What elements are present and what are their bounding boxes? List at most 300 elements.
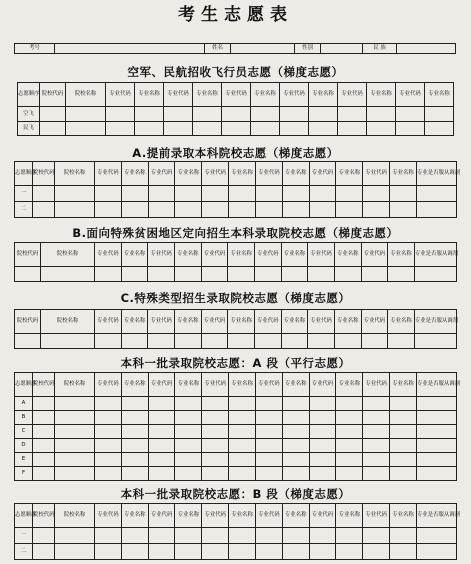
major-code-cell[interactable] xyxy=(254,267,281,282)
major-code-cell[interactable] xyxy=(201,267,228,282)
major-name-cell[interactable] xyxy=(251,107,280,121)
pilot-table xyxy=(17,82,454,136)
school-name-header: 院校名称 xyxy=(55,504,95,528)
major-name-cell[interactable] xyxy=(336,186,363,202)
major-name-header: 专业名称 xyxy=(390,504,417,528)
row-order-label: 一 xyxy=(15,186,33,202)
major-code-header: 专业代码 xyxy=(309,162,336,186)
major-code-cell[interactable] xyxy=(255,425,282,439)
major-code-cell[interactable] xyxy=(363,397,390,411)
major-name-header: 专业名称 xyxy=(229,162,256,186)
major-code-cell[interactable] xyxy=(148,411,175,425)
school-code-cell[interactable] xyxy=(33,544,55,560)
school-code-header: 院校代码 xyxy=(33,373,55,397)
adjust-cell[interactable] xyxy=(416,202,456,218)
major-code-cell[interactable] xyxy=(148,453,175,467)
major-code-cell[interactable] xyxy=(255,439,282,453)
major-code-cell[interactable] xyxy=(255,544,282,560)
adjust-cell[interactable] xyxy=(416,544,456,560)
school-code-header: 院校代码 xyxy=(15,310,41,334)
school-name-cell[interactable] xyxy=(55,397,95,411)
table-row xyxy=(15,334,457,349)
major-code-header: 专业代码 xyxy=(255,504,282,528)
major-name-cell[interactable] xyxy=(282,411,309,425)
school-name-cell[interactable] xyxy=(55,439,95,453)
major-name-header: 专业名称 xyxy=(228,310,255,334)
major-code-cell[interactable] xyxy=(95,267,122,282)
ethnicity-field[interactable] xyxy=(397,44,456,54)
major-name-cell[interactable] xyxy=(282,202,309,218)
school-name-cell[interactable] xyxy=(55,467,95,481)
major-code-cell[interactable] xyxy=(202,467,229,481)
major-code-header: 专业代码 xyxy=(201,243,228,267)
major-name-cell[interactable] xyxy=(229,453,256,467)
adjust-cell[interactable] xyxy=(416,467,456,481)
row-order-label: 一 xyxy=(15,528,33,544)
major-name-header: 专业名称 xyxy=(309,83,338,107)
major-name-cell[interactable] xyxy=(229,186,256,202)
major-name-cell[interactable] xyxy=(229,411,256,425)
adjust-cell[interactable] xyxy=(414,334,456,349)
major-name-header: 专业名称 xyxy=(228,243,255,267)
major-name-cell[interactable] xyxy=(121,439,148,453)
major-code-cell[interactable] xyxy=(254,334,281,349)
major-name-cell[interactable] xyxy=(281,334,308,349)
major-name-cell[interactable] xyxy=(121,425,148,439)
major-name-cell[interactable] xyxy=(229,425,256,439)
major-code-cell[interactable] xyxy=(255,411,282,425)
school-code-cell[interactable] xyxy=(33,453,55,467)
major-name-header: 专业名称 xyxy=(390,162,417,186)
major-name-cell[interactable] xyxy=(367,107,396,121)
school-code-cell[interactable] xyxy=(15,267,41,282)
major-code-cell[interactable] xyxy=(95,202,122,218)
school-name-cell[interactable] xyxy=(55,425,95,439)
adjust-cell[interactable] xyxy=(416,425,456,439)
major-name-cell[interactable] xyxy=(390,411,417,425)
major-code-cell[interactable] xyxy=(255,397,282,411)
ethnicity-label: 民 族 xyxy=(363,44,397,54)
adjust-cell[interactable] xyxy=(416,453,456,467)
major-code-cell[interactable] xyxy=(309,397,336,411)
school-name-header: 院校名称 xyxy=(41,310,95,334)
major-code-cell[interactable] xyxy=(202,528,229,544)
major-name-cell[interactable] xyxy=(390,528,417,544)
major-code-cell[interactable] xyxy=(148,528,175,544)
major-name-cell[interactable] xyxy=(390,544,417,560)
major-code-header: 专业代码 xyxy=(309,504,336,528)
major-code-cell[interactable] xyxy=(309,467,336,481)
major-name-cell[interactable] xyxy=(425,121,454,135)
major-name-cell[interactable] xyxy=(336,453,363,467)
school-name-cell[interactable] xyxy=(55,202,95,218)
major-name-cell[interactable] xyxy=(336,544,363,560)
gender-field[interactable] xyxy=(321,44,363,54)
major-code-cell[interactable] xyxy=(363,528,390,544)
major-code-cell[interactable] xyxy=(95,425,122,439)
major-code-cell[interactable] xyxy=(280,107,309,121)
major-code-cell[interactable] xyxy=(309,453,336,467)
school-code-cell[interactable] xyxy=(33,411,55,425)
major-name-cell[interactable] xyxy=(390,202,417,218)
adjust-cell[interactable] xyxy=(414,267,456,282)
major-code-cell[interactable] xyxy=(202,397,229,411)
major-code-cell[interactable] xyxy=(202,544,229,560)
major-name-cell[interactable] xyxy=(174,267,201,282)
major-code-cell[interactable] xyxy=(280,121,309,135)
major-code-cell[interactable] xyxy=(338,107,367,121)
major-name-cell[interactable] xyxy=(229,528,256,544)
adjust-cell[interactable] xyxy=(416,397,456,411)
major-code-cell[interactable] xyxy=(363,202,390,218)
major-name-header: 专业名称 xyxy=(336,504,363,528)
major-name-cell[interactable] xyxy=(251,121,280,135)
major-name-cell[interactable] xyxy=(336,439,363,453)
major-name-cell[interactable] xyxy=(388,334,415,349)
major-code-cell[interactable] xyxy=(309,425,336,439)
major-name-header: 专业名称 xyxy=(388,243,415,267)
major-name-cell[interactable] xyxy=(135,107,164,121)
major-code-cell[interactable] xyxy=(309,411,336,425)
major-name-header: 专业名称 xyxy=(334,310,361,334)
major-code-cell[interactable] xyxy=(202,439,229,453)
major-name-cell[interactable] xyxy=(282,544,309,560)
major-name-cell[interactable] xyxy=(281,267,308,282)
school-name-cell[interactable] xyxy=(55,453,95,467)
major-name-cell[interactable] xyxy=(135,121,164,135)
major-code-cell[interactable] xyxy=(202,425,229,439)
major-name-cell[interactable] xyxy=(121,411,148,425)
major-name-header: 专业名称 xyxy=(174,310,201,334)
table-row xyxy=(18,121,454,135)
major-code-cell[interactable] xyxy=(95,334,122,349)
major-name-cell[interactable] xyxy=(174,334,201,349)
name-field[interactable] xyxy=(231,44,295,54)
major-code-header: 专业代码 xyxy=(308,310,335,334)
major-name-header: 专业名称 xyxy=(229,504,256,528)
major-code-cell[interactable] xyxy=(148,544,175,560)
school-code-cell[interactable] xyxy=(33,425,55,439)
school-code-cell[interactable] xyxy=(33,186,55,202)
major-name-cell[interactable] xyxy=(229,467,256,481)
major-code-header: 专业代码 xyxy=(202,373,229,397)
major-code-cell[interactable] xyxy=(396,121,425,135)
row-order-label: E xyxy=(15,453,33,467)
school-name-cell[interactable] xyxy=(66,107,106,121)
major-code-cell[interactable] xyxy=(309,186,336,202)
major-code-cell[interactable] xyxy=(255,453,282,467)
major-code-cell[interactable] xyxy=(95,439,122,453)
major-name-cell[interactable] xyxy=(193,107,222,121)
batch1-b-table xyxy=(14,503,461,560)
school-name-cell[interactable] xyxy=(55,186,95,202)
adjust-cell[interactable] xyxy=(416,411,456,425)
major-code-cell[interactable] xyxy=(255,202,282,218)
school-name-cell[interactable] xyxy=(55,544,95,560)
school-code-cell[interactable] xyxy=(40,107,66,121)
major-name-cell[interactable] xyxy=(425,107,454,121)
major-code-cell[interactable] xyxy=(308,267,335,282)
major-code-cell[interactable] xyxy=(202,453,229,467)
major-name-cell[interactable] xyxy=(282,425,309,439)
school-name-cell[interactable] xyxy=(55,411,95,425)
major-name-cell[interactable] xyxy=(336,425,363,439)
school-code-cell[interactable] xyxy=(15,334,41,349)
major-name-cell[interactable] xyxy=(282,528,309,544)
major-name-cell[interactable] xyxy=(336,202,363,218)
major-code-cell[interactable] xyxy=(95,453,122,467)
major-code-header: 专业代码 xyxy=(363,373,390,397)
section-a-table xyxy=(14,161,461,218)
major-code-header: 专业代码 xyxy=(254,310,281,334)
major-code-header: 专业代码 xyxy=(95,243,122,267)
row-order-label: C xyxy=(15,425,33,439)
major-name-cell[interactable] xyxy=(367,121,396,135)
school-code-cell[interactable] xyxy=(40,121,66,135)
adjust-header: 专业是否服从调剂 xyxy=(416,373,456,397)
major-code-cell[interactable] xyxy=(309,528,336,544)
major-name-cell[interactable] xyxy=(229,544,256,560)
major-code-cell[interactable] xyxy=(95,544,122,560)
major-code-cell[interactable] xyxy=(396,107,425,121)
major-code-cell[interactable] xyxy=(222,107,251,121)
row-order-label: B xyxy=(15,411,33,425)
major-name-cell[interactable] xyxy=(175,528,202,544)
major-name-cell[interactable] xyxy=(282,467,309,481)
major-name-cell[interactable] xyxy=(121,186,148,202)
major-code-cell[interactable] xyxy=(308,334,335,349)
table-row xyxy=(15,397,457,411)
major-name-cell[interactable] xyxy=(282,453,309,467)
order-header: 志愿顺序 xyxy=(15,162,33,186)
major-name-header: 专业名称 xyxy=(336,162,363,186)
major-name-cell[interactable] xyxy=(336,411,363,425)
major-name-cell[interactable] xyxy=(121,528,148,544)
major-name-cell[interactable] xyxy=(229,397,256,411)
table-row xyxy=(15,186,457,202)
school-code-cell[interactable] xyxy=(33,397,55,411)
major-code-cell[interactable] xyxy=(363,544,390,560)
major-code-cell[interactable] xyxy=(363,425,390,439)
major-name-cell[interactable] xyxy=(390,425,417,439)
major-code-cell[interactable] xyxy=(363,439,390,453)
major-name-header: 专业名称 xyxy=(388,310,415,334)
major-name-cell[interactable] xyxy=(175,439,202,453)
major-code-cell[interactable] xyxy=(148,397,175,411)
major-code-cell[interactable] xyxy=(309,544,336,560)
candidate-info-table xyxy=(14,43,456,54)
major-code-header: 专业代码 xyxy=(361,243,388,267)
major-code-cell[interactable] xyxy=(201,334,228,349)
major-name-cell[interactable] xyxy=(390,186,417,202)
row-order-label: F xyxy=(15,467,33,481)
major-code-cell[interactable] xyxy=(363,411,390,425)
major-code-cell[interactable] xyxy=(148,202,175,218)
school-code-header: 院校代码 xyxy=(40,83,66,107)
major-name-cell[interactable] xyxy=(121,467,148,481)
major-name-header: 专业名称 xyxy=(121,243,148,267)
adjust-cell[interactable] xyxy=(416,186,456,202)
major-name-cell[interactable] xyxy=(282,439,309,453)
major-name-cell[interactable] xyxy=(336,528,363,544)
major-code-cell[interactable] xyxy=(361,334,388,349)
major-name-cell[interactable] xyxy=(390,467,417,481)
school-name-header: 院校名称 xyxy=(66,83,106,107)
major-code-cell[interactable] xyxy=(255,528,282,544)
table-row xyxy=(15,202,457,218)
section-c-title: C.特殊类型招生录取院校志愿（梯度志愿） xyxy=(120,291,351,305)
major-code-cell[interactable] xyxy=(361,267,388,282)
major-name-cell[interactable] xyxy=(336,397,363,411)
major-name-header: 专业名称 xyxy=(281,310,308,334)
major-name-cell[interactable] xyxy=(309,121,338,135)
section-b-title: B.面向特殊贫困地区定向招生本科录取院校志愿（梯度志愿） xyxy=(72,226,399,240)
row-order-label: A xyxy=(15,397,33,411)
major-name-cell[interactable] xyxy=(121,453,148,467)
major-code-cell[interactable] xyxy=(338,121,367,135)
major-code-header: 专业代码 xyxy=(95,373,122,397)
table-row xyxy=(15,439,457,453)
school-name-cell[interactable] xyxy=(66,121,106,135)
major-name-cell[interactable] xyxy=(309,107,338,121)
major-code-cell[interactable] xyxy=(95,397,122,411)
table-row xyxy=(15,544,457,560)
major-code-header: 专业代码 xyxy=(396,83,425,107)
table-row xyxy=(15,528,457,544)
major-name-cell[interactable] xyxy=(228,334,255,349)
school-name-header: 院校名称 xyxy=(41,243,95,267)
major-code-cell[interactable] xyxy=(202,202,229,218)
adjust-cell[interactable] xyxy=(416,439,456,453)
major-name-cell[interactable] xyxy=(336,467,363,481)
row-order-label: 二 xyxy=(15,544,33,560)
major-name-cell[interactable] xyxy=(282,397,309,411)
row-order-label: 民飞 xyxy=(18,121,40,135)
major-name-cell[interactable] xyxy=(175,425,202,439)
major-code-cell[interactable] xyxy=(222,121,251,135)
major-code-cell[interactable] xyxy=(309,439,336,453)
major-code-cell[interactable] xyxy=(148,186,175,202)
major-code-cell[interactable] xyxy=(164,121,193,135)
major-code-cell[interactable] xyxy=(106,107,135,121)
major-code-header: 专业代码 xyxy=(280,83,309,107)
major-name-header: 专业名称 xyxy=(367,83,396,107)
major-code-cell[interactable] xyxy=(363,453,390,467)
major-name-cell[interactable] xyxy=(229,202,256,218)
major-name-cell[interactable] xyxy=(121,397,148,411)
school-code-cell[interactable] xyxy=(33,467,55,481)
major-code-header: 专业代码 xyxy=(254,243,281,267)
major-code-cell[interactable] xyxy=(148,425,175,439)
school-name-cell[interactable] xyxy=(55,528,95,544)
exam-no-field[interactable] xyxy=(55,44,205,54)
major-name-cell[interactable] xyxy=(388,267,415,282)
major-name-cell[interactable] xyxy=(282,186,309,202)
major-name-cell[interactable] xyxy=(390,439,417,453)
major-name-cell[interactable] xyxy=(175,467,202,481)
major-code-cell[interactable] xyxy=(363,467,390,481)
adjust-cell[interactable] xyxy=(416,528,456,544)
school-code-cell[interactable] xyxy=(33,202,55,218)
major-name-header: 专业名称 xyxy=(175,504,202,528)
major-code-cell[interactable] xyxy=(148,334,175,349)
school-name-cell[interactable] xyxy=(41,334,95,349)
major-name-header: 专业名称 xyxy=(282,373,309,397)
major-name-cell[interactable] xyxy=(121,267,148,282)
batch1-a-title: 本科一批录取院校志愿：A 段（平行志愿） xyxy=(120,356,351,370)
major-code-header: 专业代码 xyxy=(255,373,282,397)
major-name-cell[interactable] xyxy=(175,202,202,218)
major-name-cell[interactable] xyxy=(175,397,202,411)
pilot-section-title: 空军、民航招收飞行员志愿（梯度志愿） xyxy=(127,65,344,79)
major-code-cell[interactable] xyxy=(148,267,175,282)
major-code-header: 专业代码 xyxy=(338,83,367,107)
section-b-table xyxy=(14,242,457,282)
school-code-header: 院校代码 xyxy=(33,162,55,186)
page-title: 考生志愿表 xyxy=(178,5,293,25)
school-code-header: 院校代码 xyxy=(15,243,41,267)
major-code-cell[interactable] xyxy=(95,411,122,425)
table-row xyxy=(15,425,457,439)
major-name-cell[interactable] xyxy=(334,334,361,349)
major-name-cell[interactable] xyxy=(334,267,361,282)
section-a-title: A.提前录取本科院校志愿（梯度志愿） xyxy=(132,146,339,160)
major-code-cell[interactable] xyxy=(95,186,122,202)
major-name-cell[interactable] xyxy=(121,334,148,349)
major-name-header: 专业名称 xyxy=(390,373,417,397)
major-code-header: 专业代码 xyxy=(148,373,175,397)
major-name-header: 专业名称 xyxy=(336,373,363,397)
major-code-cell[interactable] xyxy=(95,528,122,544)
major-name-cell[interactable] xyxy=(175,186,202,202)
major-code-cell[interactable] xyxy=(309,202,336,218)
major-code-cell[interactable] xyxy=(255,186,282,202)
major-code-cell[interactable] xyxy=(106,121,135,135)
major-code-cell[interactable] xyxy=(255,467,282,481)
major-code-cell[interactable] xyxy=(363,186,390,202)
adjust-header: 专业是否服从调剂 xyxy=(416,162,456,186)
major-code-cell[interactable] xyxy=(148,467,175,481)
major-name-cell[interactable] xyxy=(228,267,255,282)
major-code-cell[interactable] xyxy=(95,467,122,481)
school-name-cell[interactable] xyxy=(41,267,95,282)
major-code-cell[interactable] xyxy=(202,186,229,202)
adjust-header: 专业是否服从调剂 xyxy=(416,504,456,528)
major-name-cell[interactable] xyxy=(175,453,202,467)
major-name-cell[interactable] xyxy=(229,439,256,453)
school-code-cell[interactable] xyxy=(33,439,55,453)
major-name-cell[interactable] xyxy=(390,453,417,467)
major-code-header: 专业代码 xyxy=(255,162,282,186)
school-code-cell[interactable] xyxy=(33,528,55,544)
major-code-cell[interactable] xyxy=(148,439,175,453)
major-name-cell[interactable] xyxy=(121,544,148,560)
major-name-cell[interactable] xyxy=(121,202,148,218)
major-code-cell[interactable] xyxy=(202,411,229,425)
major-name-cell[interactable] xyxy=(193,121,222,135)
major-name-header: 专业名称 xyxy=(282,504,309,528)
major-code-header: 专业代码 xyxy=(95,504,122,528)
major-name-cell[interactable] xyxy=(175,544,202,560)
major-code-cell[interactable] xyxy=(164,107,193,121)
major-name-header: 专业名称 xyxy=(193,83,222,107)
table-row xyxy=(15,267,457,282)
order-header: 志愿顺序 xyxy=(18,83,40,107)
major-code-header: 专业代码 xyxy=(164,83,193,107)
major-name-cell[interactable] xyxy=(175,411,202,425)
major-name-cell[interactable] xyxy=(390,397,417,411)
major-code-header: 专业代码 xyxy=(148,162,175,186)
